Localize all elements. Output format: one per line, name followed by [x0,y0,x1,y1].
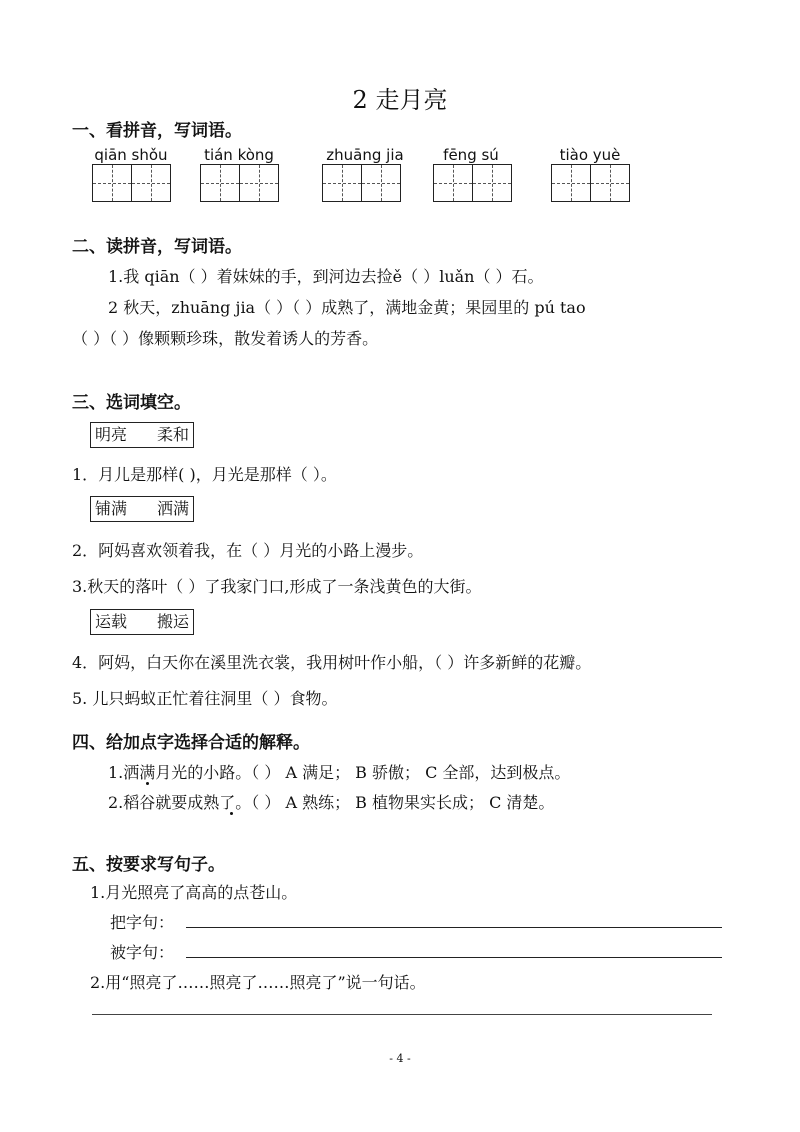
word-option: 明亮 [95,425,128,444]
question-line: 2.用“照亮了……照亮了……照亮了”说一句话。 [90,973,426,992]
pinyin-label: zhuāng jia [326,146,404,164]
emphasis-dot [146,782,149,785]
section5-heading: 五、按要求写句子。 [72,855,225,875]
section4-heading: 四、给加点字选择合适的解释。 [72,733,310,753]
section2-heading: 二、读拼音，写词语。 [72,237,242,257]
word-choice-box [90,496,194,522]
answer-line[interactable] [92,1014,712,1015]
question-line: 2.稻谷就要成熟了。（ ） A 熟练； B 植物果实长成； C 清楚。 [108,793,555,812]
ba-sentence-label: 把字句： [110,913,175,932]
word-option: 搬运 [157,612,190,631]
bei-sentence-label: 被字句： [110,943,175,962]
question-line: 5. 儿只蚂蚁正忙着往洞里（ ）食物。 [72,689,338,708]
section1-heading: 一、看拼音，写词语。 [72,121,242,141]
word-option: 洒满 [157,499,190,518]
writing-grid[interactable] [551,164,630,202]
question-line: 2．阿妈喜欢领着我，在（ ）月光的小路上漫步。 [72,541,424,560]
question-line: 2 秋天，zhuāng jia（ ）（ ）成熟了，满地金黄；果园里的 pú tao [108,298,586,317]
answer-line[interactable] [186,927,722,928]
question-line: 3.秋天的落叶（ ）了我家门口,形成了一条浅黄色的大街。 [72,577,482,596]
writing-grid[interactable] [433,164,512,202]
question-line: 1.我 qiān（ ）着妹妹的手，到河边去捡ě（ ）luǎn（ ）石。 [108,267,544,286]
pinyin-label: fēng sú [443,146,499,164]
question-line: 4．阿妈，白天你在溪里洗衣裳，我用树叶作小船，（ ）许多新鲜的花瓣。 [72,653,592,672]
answer-line[interactable] [186,957,722,958]
writing-grid[interactable] [92,164,171,202]
writing-grid[interactable] [200,164,279,202]
page-number: - 4 - [389,1052,411,1065]
word-choice-box [90,422,194,448]
section3-heading: 三、选词填空。 [72,393,191,413]
question-line: （ ）（ ）像颗颗珍珠，散发着诱人的芳香。 [72,329,379,348]
pinyin-label: qiān shǒu [94,146,168,164]
emphasis-dot [230,812,233,815]
writing-grid[interactable] [322,164,401,202]
page-title: 2 走月亮 [352,86,448,114]
word-option: 柔和 [157,425,190,444]
word-choice-box [90,609,194,635]
word-option: 运载 [95,612,128,631]
question-line: 1.洒满月光的小路。（ ） A 满足； B 骄傲； C 全部，达到极点。 [108,763,571,782]
pinyin-label: tiào yuè [559,146,621,164]
question-line: 1.月光照亮了高高的点苍山。 [90,883,298,902]
word-option: 铺满 [95,499,128,518]
question-line: 1．月儿是那样( )，月光是那样（ ）。 [72,465,337,484]
pinyin-label: tián kòng [204,146,274,164]
